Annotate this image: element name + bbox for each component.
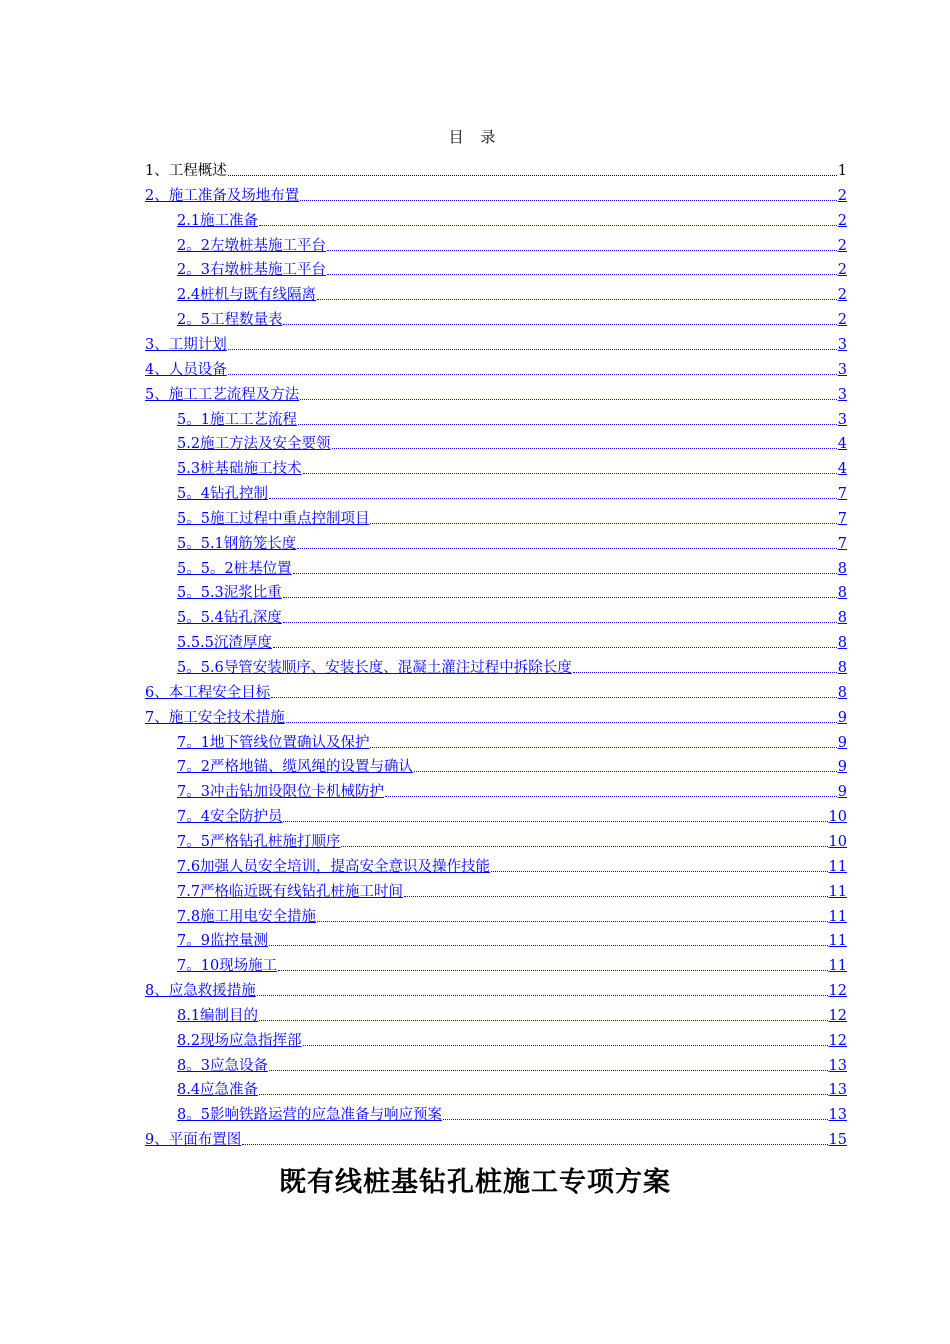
toc-dot-leader [491, 870, 827, 872]
toc-entry[interactable] [177, 458, 847, 478]
toc-entry-page-number: 2 [837, 237, 847, 254]
document-title: 既有线桩基钻孔桩施工专项方案 [279, 1167, 671, 1198]
toc-entry[interactable] [145, 334, 847, 354]
toc-dot-leader [259, 1019, 827, 1021]
toc-dot-leader [404, 895, 827, 897]
toc-entry-page-number: 2 [837, 262, 847, 279]
toc-dot-leader [414, 770, 837, 772]
toc-entry-page-number: 8 [837, 635, 847, 652]
toc-dot-leader [370, 522, 836, 524]
toc-dot-leader [242, 1143, 827, 1145]
toc-dot-leader [286, 721, 837, 723]
toc-dot-leader [228, 174, 837, 176]
toc-entry-label: 5。5.3泥浆比重 [177, 585, 282, 602]
toc-entry[interactable] [177, 210, 847, 230]
toc-entry-page-number: 8 [837, 585, 847, 602]
toc-entry[interactable] [177, 1104, 847, 1124]
toc-entry[interactable] [177, 955, 847, 975]
toc-entry[interactable] [145, 682, 847, 702]
toc-entry[interactable] [177, 582, 847, 602]
toc-entry-page-number: 8 [837, 560, 847, 577]
toc-dot-leader [297, 547, 836, 549]
toc-dot-leader [259, 224, 837, 226]
toc-entry[interactable] [177, 1030, 847, 1050]
toc-dot-leader [303, 472, 837, 474]
toc-entry-page-number: 10 [828, 833, 847, 850]
toc-entry-label: 6、本工程安全目标 [145, 684, 271, 701]
toc-entry-label: 4、人员设备 [145, 361, 227, 378]
toc-entry-label: 8、应急救援措施 [145, 983, 256, 1000]
toc-entry[interactable] [145, 359, 847, 379]
toc-dot-leader [283, 596, 837, 598]
toc-dot-leader [278, 969, 827, 971]
toc-entry[interactable] [177, 657, 847, 677]
toc-entry-page-number: 11 [828, 858, 847, 875]
toc-entry[interactable] [145, 185, 847, 205]
toc-dot-leader [385, 795, 837, 797]
toc-entry-page-number: 7 [837, 486, 847, 503]
toc-entry-label: 2。5工程数量表 [177, 312, 283, 329]
toc-entry-label: 5。4钻孔控制 [177, 486, 268, 503]
toc-dot-leader [573, 671, 837, 673]
toc-dot-leader [317, 298, 837, 300]
toc-entry-page-number: 3 [837, 386, 847, 403]
toc-entry-label: 8。5影响铁路运营的应急准备与响应预案 [177, 1107, 442, 1124]
toc-entry-page-number: 4 [837, 436, 847, 453]
toc-entry-label: 5。5.1钢筋笼长度 [177, 535, 297, 552]
toc-entry[interactable] [177, 558, 847, 578]
toc-entry-label: 2.4桩机与既有线隔离 [177, 287, 317, 304]
toc-entry[interactable] [177, 433, 847, 453]
toc-entry-page-number: 8 [837, 610, 847, 627]
toc-dot-leader [269, 497, 837, 499]
toc-dot-leader [327, 249, 837, 251]
toc-entry-page-number: 13 [828, 1082, 847, 1099]
toc-entry-page-number: 9 [837, 734, 847, 751]
toc-entry-label: 7.7严格临近既有线钻孔桩施工时间 [177, 883, 404, 900]
toc-entry-page-number: 11 [828, 958, 847, 975]
toc-entry[interactable] [177, 409, 847, 429]
toc-entry-page-number: 1 [837, 163, 847, 179]
toc-entry-page-number: 13 [828, 1107, 847, 1124]
toc-entry-page-number: 2 [837, 287, 847, 304]
toc-entry-page-number: 12 [828, 1007, 847, 1024]
toc-dot-leader [341, 845, 827, 847]
toc-entry-page-number: 2 [837, 212, 847, 229]
toc-entry[interactable] [177, 607, 847, 627]
toc-entry[interactable] [177, 632, 847, 652]
toc-entry[interactable] [145, 980, 847, 1000]
toc-entry-label: 1、工程概述 [145, 163, 227, 179]
toc-entry-page-number: 10 [828, 809, 847, 826]
toc-entry-label: 8.2现场应急指挥部 [177, 1032, 302, 1049]
toc-entry-label: 5.3桩基础施工技术 [177, 461, 302, 478]
toc-entry-page-number: 11 [828, 908, 847, 925]
toc-entry[interactable] [177, 732, 847, 752]
toc-entry[interactable] [177, 309, 847, 329]
toc-entry-label: 7。5严格钻孔桩施打顺序 [177, 833, 341, 850]
toc-dot-leader [317, 920, 827, 922]
toc-dot-leader [303, 1044, 828, 1046]
toc-entry-label: 5。5.4钻孔深度 [177, 610, 282, 627]
toc-entry-page-number: 2 [837, 312, 847, 329]
toc-entry[interactable] [177, 508, 847, 528]
toc-entry[interactable] [177, 781, 847, 801]
toc-entry-page-number: 3 [837, 361, 847, 378]
toc-dot-leader [271, 696, 837, 698]
toc-entry[interactable] [145, 1129, 847, 1149]
toc-entry-label: 2。2左墩桩基施工平台 [177, 237, 326, 254]
toc-entry-label: 7。2严格地锚、缆风绳的设置与确认 [177, 759, 413, 776]
toc-entry-label: 5、施工工艺流程及方法 [145, 386, 300, 403]
toc-entry[interactable] [177, 881, 847, 901]
toc-dot-leader [327, 273, 837, 275]
toc-dot-leader [283, 323, 836, 325]
toc-entry[interactable] [177, 235, 847, 255]
toc-entry-page-number: 9 [837, 784, 847, 801]
toc-entry-label: 5。5施工过程中重点控制项目 [177, 510, 370, 527]
toc-entry[interactable] [177, 831, 847, 851]
toc-entry-page-number: 12 [828, 1032, 847, 1049]
toc-entry[interactable] [177, 930, 847, 950]
toc-dot-leader [298, 423, 837, 425]
toc-entry-page-number: 8 [837, 660, 847, 676]
toc-dot-leader [283, 820, 827, 822]
toc-entry-page-number: 11 [828, 933, 847, 950]
toc-dot-leader [283, 621, 837, 623]
toc-dot-leader [269, 1069, 828, 1071]
toc-entry-label: 9、平面布置图 [145, 1132, 242, 1149]
toc-entry-label: 5。5。2桩基位置 [177, 560, 292, 577]
toc-entry[interactable] [177, 1079, 847, 1099]
toc-entry[interactable] [145, 707, 847, 727]
toc-entry-label: 7.6加强人员安全培训，提高安全意识及操作技能 [177, 858, 491, 875]
toc-entry-label: 2.1施工准备 [177, 212, 259, 229]
toc-entry-page-number: 3 [837, 411, 847, 428]
toc-entry[interactable] [177, 1055, 847, 1075]
toc-dot-leader [259, 1093, 827, 1095]
toc-dot-leader [293, 572, 837, 574]
toc-heading: 目 录 [448, 128, 502, 146]
toc-entry-label: 8.4应急准备 [177, 1082, 259, 1099]
toc-entry-page-number: 2 [837, 187, 847, 204]
toc-entry-label: 7。9监控量测 [177, 933, 268, 950]
toc-entry-page-number: 3 [837, 336, 847, 353]
toc-dot-leader [300, 199, 837, 201]
toc-dot-leader [370, 746, 836, 748]
toc-dot-leader [443, 1118, 828, 1120]
toc-entry-label: 7。4安全防护员 [177, 809, 283, 826]
toc-entry-label: 2、施工准备及场地布置 [145, 187, 300, 204]
toc-entry-label: 3、工期计划 [145, 336, 227, 353]
toc-entry[interactable] [177, 259, 847, 279]
toc-entry[interactable] [177, 1005, 847, 1025]
toc-entry-page-number: 11 [828, 883, 847, 900]
toc-entry-page-number: 4 [837, 461, 847, 478]
toc-dot-leader [257, 994, 828, 996]
toc-entry-label: 7、施工安全技术措施 [145, 709, 285, 726]
toc-entry[interactable] [177, 483, 847, 503]
toc-entry-page-number: 15 [828, 1132, 847, 1149]
toc-entry-page-number: 7 [837, 510, 847, 527]
toc-entry-label: 2。3右墩桩基施工平台 [177, 262, 326, 279]
toc-dot-leader [228, 373, 837, 375]
toc-dot-leader [269, 944, 828, 946]
toc-entry[interactable] [177, 806, 847, 826]
toc-entry[interactable] [177, 533, 847, 553]
toc-entry-label: 8.1编制目的 [177, 1007, 259, 1024]
toc-entry-page-number: 13 [828, 1057, 847, 1074]
toc-entry[interactable] [177, 906, 847, 926]
toc-entry-label: 8。3应急设备 [177, 1057, 268, 1074]
toc-dot-leader [332, 447, 837, 449]
toc-entry-page-number: 7 [837, 535, 847, 552]
toc-entry-page-number: 9 [837, 709, 847, 726]
toc-entry[interactable] [177, 856, 847, 876]
toc-entry-label: 7。1地下管线位置确认及保护 [177, 734, 370, 751]
toc-entry[interactable] [177, 284, 847, 304]
toc-entry-label: 5。5.6导管安装顺序、安装长度、混凝土灌注过程中拆除长度 [177, 660, 572, 676]
toc-entry-page-number: 8 [837, 684, 847, 701]
toc-entry-label: 5。1施工工艺流程 [177, 411, 297, 428]
toc-entry [145, 160, 847, 180]
toc-entry-page-number: 9 [837, 759, 847, 776]
toc-entry-label: 7。10现场施工 [177, 958, 278, 975]
toc-entry-label: 7.8施工用电安全措施 [177, 908, 317, 925]
toc-dot-leader [273, 646, 837, 648]
toc-entry[interactable] [145, 384, 847, 404]
toc-dot-leader [228, 348, 837, 350]
toc-entry[interactable] [177, 756, 847, 776]
toc-entry-page-number: 12 [828, 983, 847, 1000]
toc-dot-leader [300, 398, 837, 400]
toc-entry-label: 7。3冲击钻加设限位卡机械防护 [177, 784, 384, 801]
toc-entry-label: 5.2施工方法及安全要领 [177, 436, 331, 453]
toc-entry-label: 5.5.5沉渣厚度 [177, 635, 272, 652]
